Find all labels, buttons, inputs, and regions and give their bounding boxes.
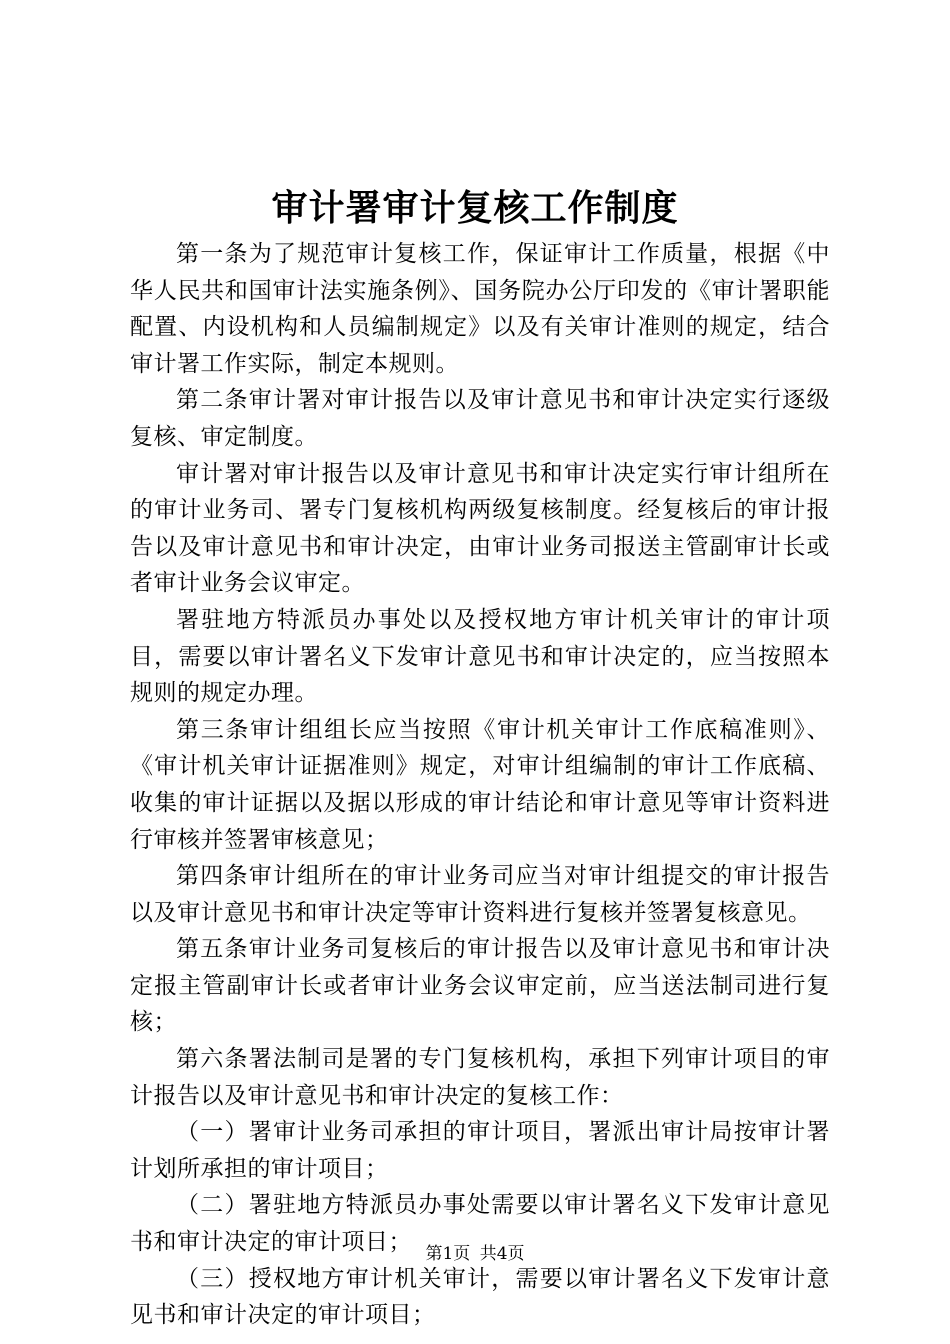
paragraph-article-2-review-levels: 审计署对审计报告以及审计意见书和审计决定实行审计组所在的审计业务司、署专门复核机构两级复核制度。经复核后的审计报告以及审计意见书和审计决定，由审计业务司报送主管副审计长或者审计业务会议审定。 <box>130 460 830 597</box>
paragraph-article-6: 第六条署法制司是署的专门复核机构，承担下列审计项目的审计报告以及审计意见书和审计决定的复核工作： <box>130 1046 830 1109</box>
paragraph-article-4: 第四条审计组所在的审计业务司应当对审计组提交的审计报告以及审计意见书和审计决定等审计资料进行复核并签署复核意见。 <box>130 863 830 926</box>
list-item-3: （三）授权地方审计机关审计，需要以审计署名义下发审计意见书和审计决定的审计项目； <box>130 1265 830 1329</box>
page-total: 共4页 <box>479 1244 525 1264</box>
paragraph-article-1: 第一条为了规范审计复核工作，保证审计工作质量，根据《中华人民共和国审计法实施条例》、国务院办公厅印发的《审计署职能配置、内设机构和人员编制规定》以及有关审计准则的规定，结合审计署工作实际，制定本规则。 <box>130 241 830 377</box>
paragraph-article-2: 第二条审计署对审计报告以及审计意见书和审计决定实行逐级复核、审定制度。 <box>130 387 830 450</box>
paragraph-article-3: 第三条审计组组长应当按照《审计机关审计工作底稿准则》、《审计机关审计证据准则》规定，对审计组编制的审计工作底稿、收集的审计证据以及据以形成的审计结论和审计意见等审计资料进行审核并签署审核意见； <box>130 716 830 853</box>
document-body <box>130 236 830 1334</box>
page-number: 第1页 <box>425 1244 471 1264</box>
list-item-2: （二）署驻地方特派员办事处需要以审计署名义下发审计意见书和审计决定的审计项日； <box>130 1192 830 1256</box>
document-title: 审计署审计复核工作制度 <box>271 187 679 229</box>
page-footer <box>0 1242 950 1266</box>
list-item-1: （一）署审计业务司承担的审计项目，署派出审计局按审计署计划所承担的审计项目； <box>130 1119 830 1182</box>
paragraph-article-2-special-offices: 署驻地方特派员办事处以及授权地方审计机关审计的审计项目，需要以审计署名义下发审计意见书和审计决定的，应当按照本规则的规定办理。 <box>130 606 830 707</box>
paragraph-article-5: 第五条审计业务司复核后的审计报告以及审计意见书和审计决定报主管副审计长或者审计业务会议审定前，应当送法制司进行复核； <box>130 936 830 1036</box>
